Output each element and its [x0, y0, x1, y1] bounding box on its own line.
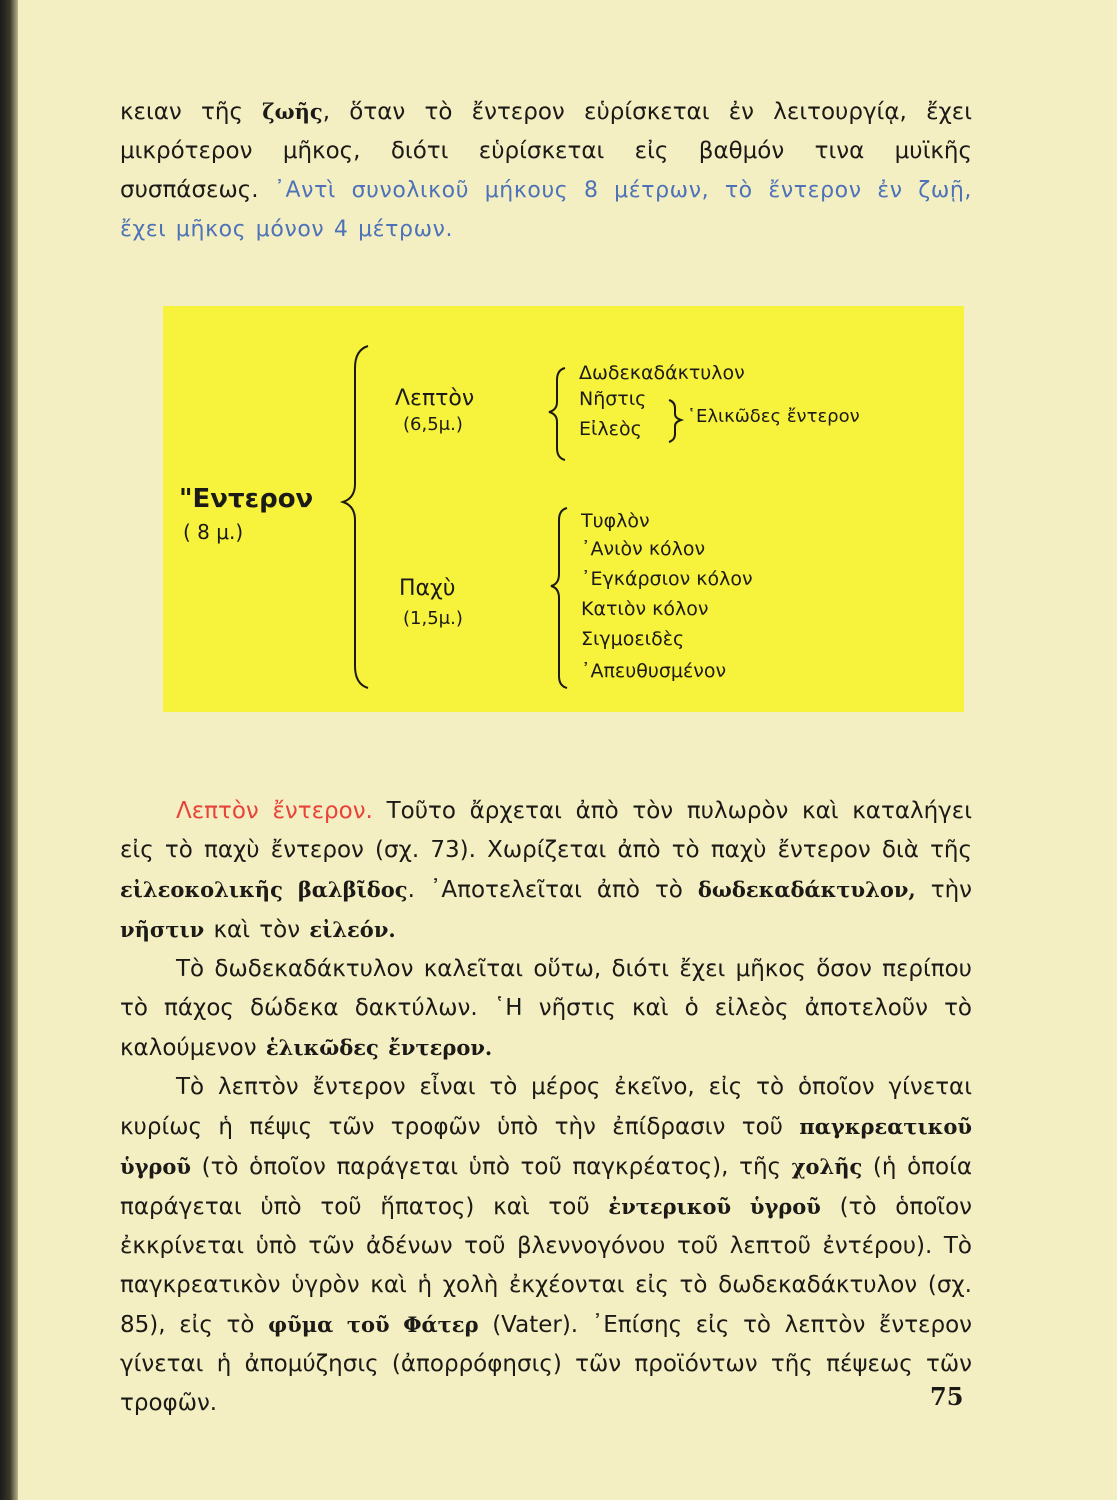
text-run: (Vater). ᾿Επίσης εἰς τὸ λεπτὸν ἔντερον γίνεται ἡ ἀπομύζησις (ἀπορρόφησις) τῶν προϊόντων τῆς πέψεως τῶν τροφῶν. — [120, 1312, 973, 1416]
small-part-ileum: Εἰλεὸς — [579, 418, 642, 440]
bold-term: ἐντερικοῦ ὑγροῦ — [608, 1194, 821, 1219]
bold-term: ἑλικῶδες ἔντερον. — [265, 1035, 493, 1060]
text-run: τὴν — [915, 877, 972, 903]
text-run: καὶ τὸν — [204, 917, 310, 943]
section-heading: Λεπτὸν ἔντερον. — [176, 798, 373, 824]
small-intestine-label: Λεπτὸν — [395, 386, 475, 411]
bold-term: εἰλεοκολικῆς βαλβῖδος — [120, 877, 408, 902]
small-intestine-length: (6,5μ.) — [403, 414, 463, 435]
bold-term: ζωῆς — [262, 99, 323, 124]
bold-term: φῦμα τοῦ Φάτερ — [268, 1312, 479, 1337]
intestine-classification-diagram — [163, 306, 964, 712]
bold-term: δωδεκαδάκτυλον, — [697, 877, 916, 902]
text-run: (τὸ ὁποῖον παράγεται ὑπὸ τοῦ παγκρέατος), τῆς — [190, 1154, 792, 1180]
root-length: ( 8 μ.) — [183, 520, 244, 544]
bold-term: χολῆς — [791, 1154, 863, 1179]
large-part-rectum: ᾿Απευθυσμένον — [581, 660, 727, 682]
large-part-descending-colon: Κατιὸν κόλον — [581, 598, 709, 620]
text-run: Τὸ λεπτὸν ἔντερον εἶναι τὸ μέρος ἐκεῖνο, εἰς τὸ ὁποῖον γίνεται κυρίως ἡ πέψις τῶν τροφῶν ὑπὸ τὴν ἐπίδρασιν τοῦ — [120, 1074, 972, 1140]
small-part-duodenum: Δωδεκαδάκτυλον — [579, 362, 745, 384]
helical-intestine-label: ῾Ελικῶδες ἔντερον — [687, 406, 860, 427]
bold-term: παγκρεατικοῦ ὑγροῦ — [120, 1114, 972, 1179]
large-part-ascending-colon: ᾿Ανιὸν κόλον — [581, 538, 706, 560]
text-run: κειαν τῆς — [120, 99, 263, 125]
bold-term: νῆστιν — [120, 917, 205, 942]
large-part-transverse-colon: ᾿Εγκάρσιον κόλον — [581, 568, 753, 590]
body-text — [120, 792, 972, 1423]
small-part-jejunum: Νῆστις — [579, 388, 647, 410]
root-label: "Εντερον — [179, 484, 314, 514]
text-run: . ᾿Αποτελεῖται ἀπὸ τὸ — [407, 877, 698, 903]
large-part-sigmoid: Σιγμοειδὲς — [581, 628, 685, 650]
text-run: Τὸ δωδεκαδάκτυλον καλεῖται οὕτω, διότι ἔχει μῆκος ὅσον περίπου τὸ πάχος δώδεκα δακτύλων. ῾Η νῆστις καὶ ὁ εἰλεὸς ἀποτελοῦν τὸ καλούμενον — [120, 956, 972, 1061]
blue-note: ᾿Αντὶ συνολικοῦ μήκους 8 μέτρων, τὸ ἔντερον ἐν ζωῇ, ἔχει μῆκος μόνον 4 μέτρων. — [120, 178, 973, 242]
page-number: 75 — [930, 1382, 964, 1411]
large-intestine-length: (1,5μ.) — [403, 608, 463, 629]
top-paragraph — [120, 92, 972, 249]
text-run: (τὸ ὁποῖον ἐκκρίνεται ὑπὸ τῶν ἀδένων τοῦ βλεννογόνου τοῦ λεπτοῦ ἐντέρου). Τὸ παγκρεατικὸν ὑγρὸν καὶ ἡ χολὴ ἐκχέονται εἰς τὸ δωδεκαδάκτυλον (σχ. 85), εἰς τὸ — [120, 1194, 972, 1338]
book-binding-edge — [0, 0, 18, 1500]
bold-term: εἰλεόν. — [309, 917, 396, 942]
text-run: Τοῦτο ἄρχεται ἀπὸ τὸν πυλωρὸν καὶ καταλήγει εἰς τὸ παχὺ ἔντερον (σχ. 73). Χωρίζεται ἀπὸ τὸ παχὺ ἔντερον διὰ τῆς — [120, 798, 972, 863]
large-part-cecum: Τυφλὸν — [581, 510, 650, 532]
text-run: , ὅταν τὸ ἔντερον εὑρίσκεται ἐν λειτουργίᾳ, ἔχει μικρότερον μῆκος, διότι εὑρίσκεται εἰς βαθμόν τινα μυϊκῆς συσπάσεως. — [120, 99, 973, 203]
large-intestine-label: Παχὺ — [399, 576, 456, 601]
text-run: (ἡ ὁποία παράγεται ὑπὸ τοῦ ἥπατος) καὶ τοῦ — [120, 1154, 973, 1220]
